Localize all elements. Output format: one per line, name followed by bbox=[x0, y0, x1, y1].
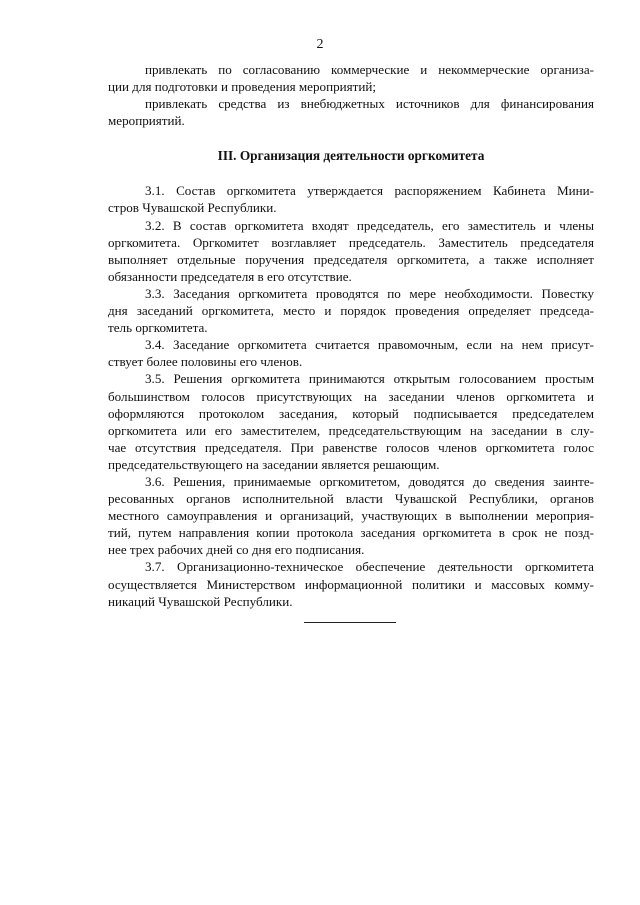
section-paragraph bbox=[108, 336, 594, 370]
text-line: 3.3. Заседания оргкомитета проводятся по мере необходимости. Повестку bbox=[145, 285, 594, 301]
text-line: 3.1. Состав оргкомитета утверждается распоряжением Кабинета Мини- bbox=[145, 183, 594, 199]
text-line: выполняет отдельные поручения председателя оргкомитета, а также исполняет bbox=[108, 251, 594, 267]
text-line: ции для подготовки и проведения мероприятий; bbox=[108, 79, 377, 95]
text-line: ствует более половины его членов. bbox=[108, 354, 303, 370]
section-paragraph bbox=[108, 285, 594, 336]
section-paragraph bbox=[108, 182, 594, 216]
text-line: обязанности председателя в его отсутствие. bbox=[108, 268, 352, 284]
text-line: осуществляется Министерством информационной политики и массовых комму- bbox=[108, 576, 594, 592]
text-line: чае отсутствия председателя. При равенстве голосов членов оргкомитета голос bbox=[108, 439, 594, 455]
text-line: привлекать по согласованию коммерческие и некоммерческие организа- bbox=[145, 62, 594, 77]
page-number: 2 bbox=[316, 37, 324, 52]
text-line: 3.4. Заседание оргкомитета считается правомочным, если на нем присут- bbox=[145, 337, 594, 353]
text-line: оргкомитета. Оргкомитет возглавляет председатель. Заместитель председателя bbox=[108, 234, 594, 250]
text-line: 3.5. Решения оргкомитета принимаются открытым голосованием простым bbox=[145, 371, 594, 387]
end-separator-line bbox=[304, 622, 396, 623]
text-line: председательствующего на заседании является решающим. bbox=[108, 456, 440, 472]
text-line: местного самоуправления и организаций, участвующих в выполнении мероприя- bbox=[108, 508, 594, 524]
section-paragraph bbox=[108, 558, 594, 609]
text-line: оргкомитета или его заместителем, председательствующим на заседании в слу- bbox=[108, 422, 594, 438]
text-line: оформляются протоколом заседания, который подписывается председателем bbox=[108, 405, 594, 421]
intro-paragraph bbox=[108, 95, 594, 129]
text-line: 3.7. Организационно-техническое обеспечение деятельности оргкомитета bbox=[145, 559, 594, 575]
text-line: нее трех рабочих дней со дня его подписания. bbox=[108, 542, 365, 558]
section-paragraph bbox=[108, 473, 594, 558]
text-line: мероприятий. bbox=[108, 113, 185, 129]
section-heading: III. Организация деятельности оргкомитета bbox=[217, 148, 485, 164]
text-line: 3.2. В состав оргкомитета входят председатель, его заместитель и члены bbox=[145, 217, 594, 233]
section-paragraphs bbox=[108, 182, 594, 609]
text-line: никаций Чувашской Республики. bbox=[108, 593, 293, 609]
text-line: 3.6. Решения, принимаемые оргкомитетом, доводятся до сведения заинте- bbox=[145, 473, 594, 489]
text-line: тий, путем направления копии протокола заседания оргкомитета в срок не позд- bbox=[108, 525, 594, 541]
document-body bbox=[108, 61, 594, 610]
section-paragraph bbox=[108, 370, 594, 473]
text-line: ресованных органов исполнительной власти Чувашской Республики, органов bbox=[108, 491, 594, 507]
text-line: стров Чувашской Республики. bbox=[108, 200, 277, 216]
intro-paragraph bbox=[108, 61, 594, 95]
section-paragraph bbox=[108, 217, 594, 285]
text-line: большинством голосов присутствующих на заседании членов оргкомитета и bbox=[108, 388, 594, 404]
text-line: привлекать средства из внебюджетных источников для финансирования bbox=[145, 96, 594, 112]
text-line: дня заседаний оргкомитета, место и порядок проведения определяет председа- bbox=[108, 303, 594, 319]
text-line: тель оргкомитета. bbox=[108, 320, 208, 336]
intro-list bbox=[108, 61, 594, 129]
